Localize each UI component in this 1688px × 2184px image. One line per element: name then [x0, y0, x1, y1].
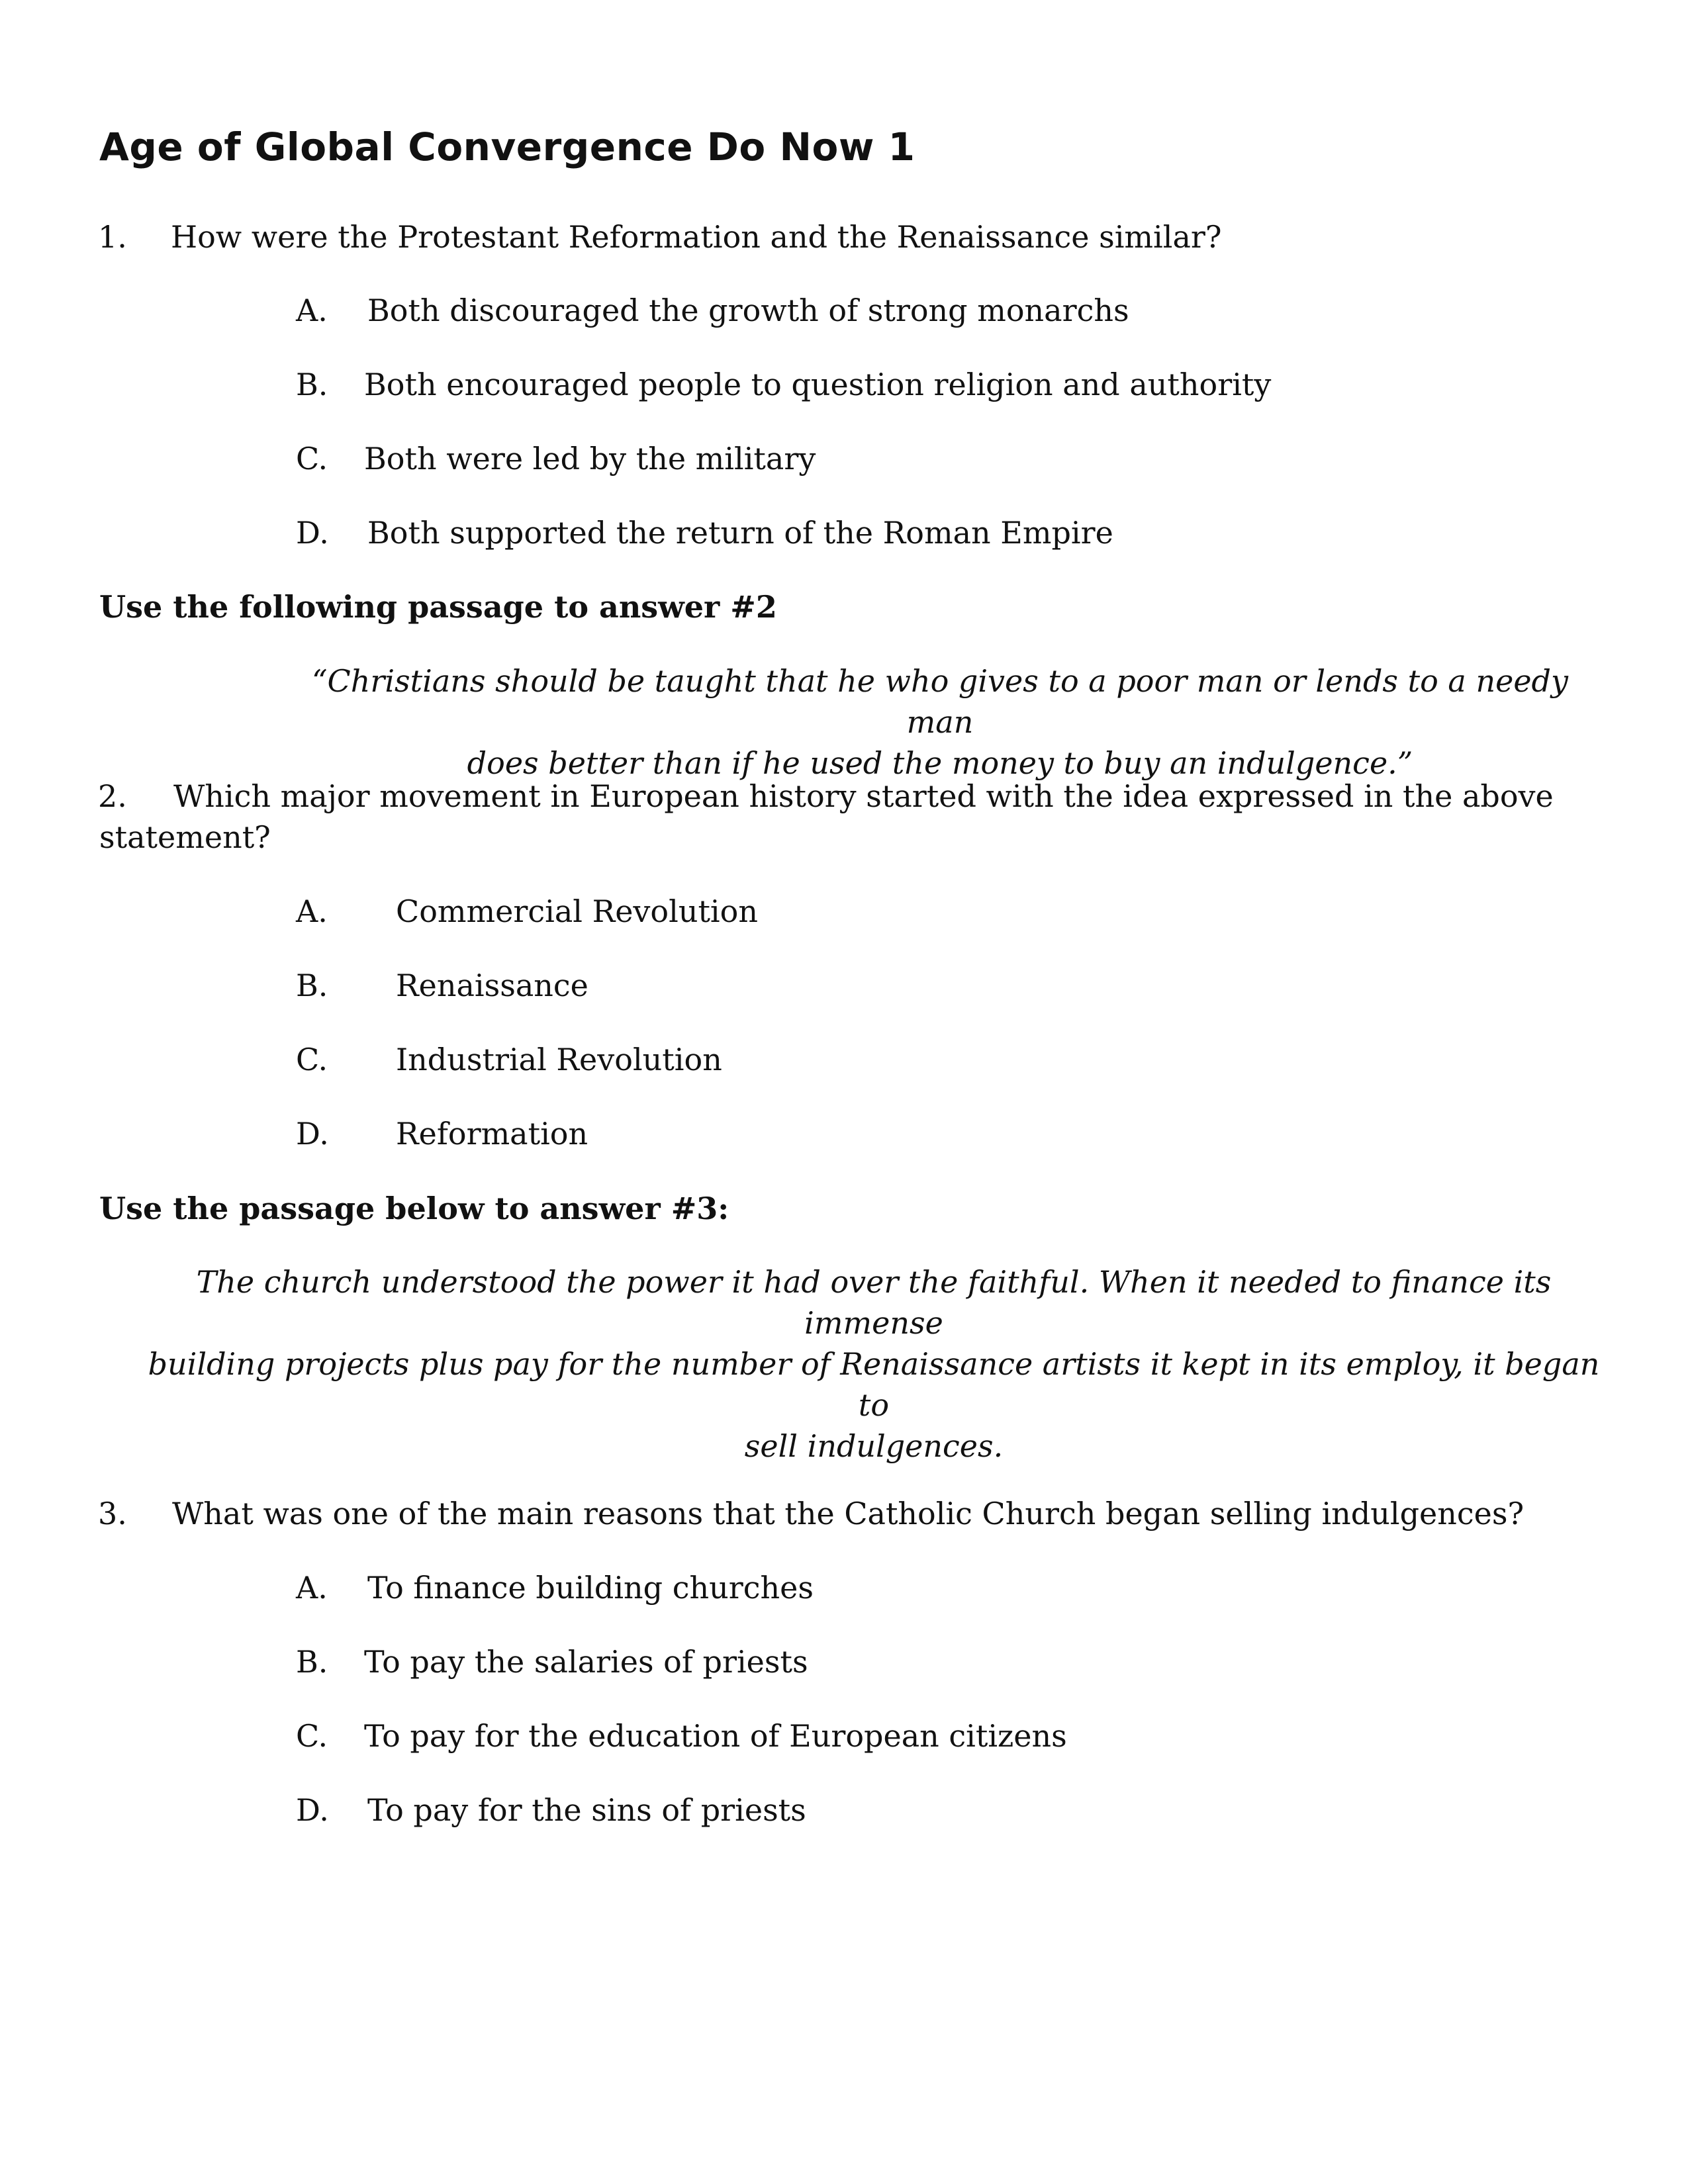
q3-option-b-letter: B. [296, 1644, 328, 1680]
q2-option-d-text: Reformation [396, 1116, 588, 1152]
q1-option-b-letter: B. [296, 367, 328, 402]
q3-option-c-letter: C. [296, 1718, 328, 1754]
passage-3-line-1: The church understood the power it had over the faithful. When it needed to finance its immense [196, 1264, 1552, 1341]
q3-option-a-text: To finance building churches [367, 1570, 814, 1606]
question-3-text: What was one of the main reasons that the Catholic Church began selling indulgences? [172, 1496, 1524, 1531]
question-2-number: 2. [98, 778, 127, 814]
q3-option-a-letter: A. [296, 1570, 328, 1606]
q1-option-a-text: Both discouraged the growth of strong monarchs [367, 293, 1129, 328]
q1-option-d-text: Both supported the return of the Roman Empire [367, 515, 1113, 551]
question-1-text: How were the Protestant Reformation and the Renaissance similar? [171, 219, 1222, 255]
q2-option-c-letter: C. [296, 1042, 328, 1077]
q1-option-c-text: Both were led by the military [364, 441, 816, 477]
q3-option-d-letter: D. [296, 1792, 329, 1828]
q2-option-b-letter: B. [296, 968, 328, 1003]
question-2-text-line-1: Which major movement in European history started with the idea expressed in the above [173, 778, 1554, 814]
q3-option-c-text: To pay for the education of European citizens [364, 1718, 1067, 1754]
question-2-text-line-2: statement? [99, 819, 271, 855]
passage-2-line-2: does better than if he used the money to buy an indulgence.” [467, 745, 1413, 781]
q3-option-b-text: To pay the salaries of priests [364, 1644, 808, 1680]
passage-3-line-3: sell indulgences. [744, 1428, 1004, 1464]
passage-2-heading: Use the following passage to answer #2 [99, 589, 777, 625]
q2-option-c-text: Industrial Revolution [396, 1042, 722, 1077]
passage-2-line-1: “Christians should be taught that he who gives to a poor man or lends to a needy man [312, 663, 1568, 740]
q1-option-b-text: Both encouraged people to question religion and authority [364, 367, 1272, 402]
passage-3-heading: Use the passage below to answer #3: [99, 1191, 729, 1226]
passage-3-quote [132, 1261, 1615, 1467]
q2-option-b-text: Renaissance [396, 968, 588, 1003]
q2-option-a-letter: A. [296, 893, 328, 929]
page-title: Age of Global Convergence Do Now 1 [99, 124, 915, 169]
q2-option-a-text: Commercial Revolution [396, 893, 758, 929]
passage-2-quote [295, 660, 1585, 784]
q1-option-c-letter: C. [296, 441, 328, 477]
q3-option-d-text: To pay for the sins of priests [367, 1792, 806, 1828]
question-3-number: 3. [98, 1496, 127, 1531]
q1-option-d-letter: D. [296, 515, 329, 551]
question-1-number: 1. [98, 219, 127, 255]
passage-3-line-2: building projects plus pay for the number of Renaissance artists it kept in its employ, it began to [148, 1346, 1600, 1423]
q2-option-d-letter: D. [296, 1116, 329, 1152]
q1-option-a-letter: A. [296, 293, 328, 328]
